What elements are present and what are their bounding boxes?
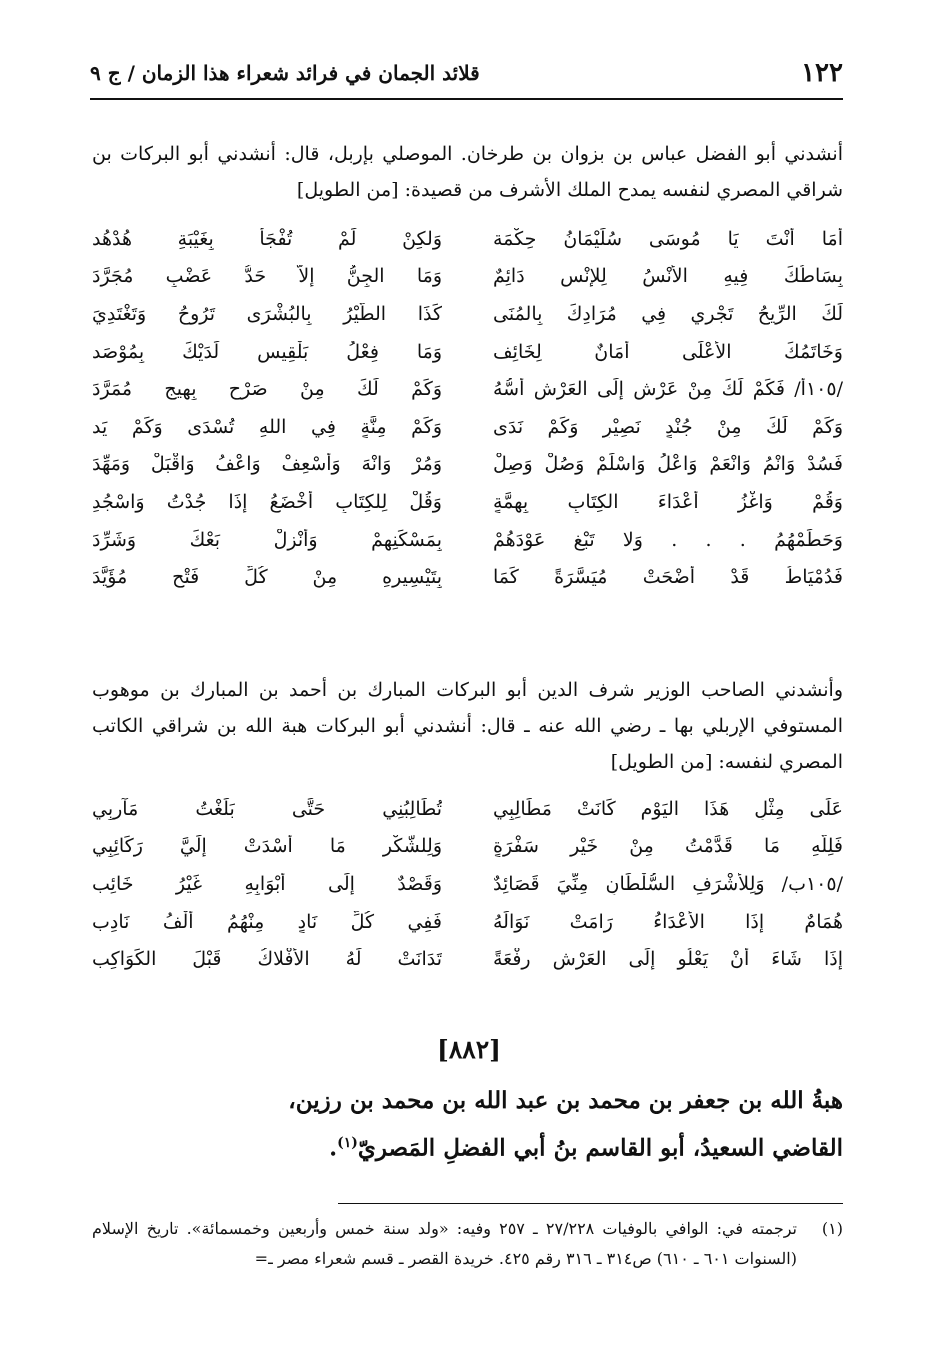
intro-paragraph: أنشدني أبو الفضل عباس بن بزوان بن طرخان. الموصلي بإربل، قال: أنشدني أبو البركات بن شراقي المصري لنفسه يمدح الملك الأشرف من قصيدة: [من الطويل]	[92, 143, 843, 201]
first-hemistich: فَلِلَّهِ مَا قَدَّمْتُ مِنْ خَيْرِ سَفْرَةٍ	[493, 835, 843, 858]
second-hemistich: وَمُرْ وَانْهَ وَأَسْعِفْ وَاعْفُ وَاقْبَلْ وَمَهِّدَ	[92, 453, 442, 476]
verse	[92, 446, 843, 484]
verse	[92, 558, 843, 596]
verse	[92, 258, 843, 296]
second-hemistich: وَمَا الجِنُّ إِلاَّ حَدُّ عَضْبٍ مُجَرَّدَ	[92, 265, 442, 288]
second-hemistich: وَمَا فِعْلُ بَلْقِيسٍ لَدَيْكَ بِمُوْصَد	[92, 340, 442, 363]
footnote-reference[interactable]: (١)	[337, 1135, 358, 1151]
entry-number: [٨٨٢]	[437, 1035, 501, 1064]
first-hemistich: فَدُمْيَاطُ قَدْ أَضْحَتْ مُيَسَّرَةً كَمَا	[493, 566, 843, 589]
poem-2	[92, 790, 843, 978]
second-hemistich: بِتَيْسِيرِهِ مِنْ كُلِّ فَتْحٍ مُؤَيَّدَ	[92, 566, 442, 589]
footnote-divider	[338, 1203, 843, 1204]
second-hemistich: وَقَصْدٌ إِلَى أَبْوَابِهِ غَيْرُ خَائِب	[92, 872, 442, 895]
first-hemistich: وَقُمْ وَاغْزُ أَعْدَاءَ الكِتَابِ بِهِمَّةٍ	[493, 490, 843, 513]
second-hemistich: كَذَا الطَّيْرُ بِالبُشْرَى تَرُوحُ وَتَغْتَدِيَ	[92, 302, 442, 325]
first-hemistich: وَحَطِّمْهُمُ . . . وَلا تَبْغِ عَوْدَهُمْ	[493, 528, 843, 551]
verse	[92, 370, 843, 408]
first-hemistich: أمَا أنْتَ يَا مُوسَى سُلَيْمَانُ حِكْمَة	[493, 227, 843, 250]
poem-1	[92, 220, 843, 596]
first-hemistich: لَكَ الرِّيحُ تَجْرِي فِي مُرَادِكَ بِالمُنَى	[493, 302, 843, 325]
verse	[92, 333, 843, 371]
biography-line-1: هبةُ الله بن جعفر بن محمد بن عبد الله بن محمد بن رزين،	[288, 1087, 843, 1114]
first-hemistich: وَخَاتَمُكَ الأَعْلَى أَمَانٌ لِخَائِف	[493, 340, 843, 363]
verse	[92, 408, 843, 446]
verse	[92, 483, 843, 521]
biography-line-2	[120, 1122, 843, 1170]
second-hemistich: وَكَمْ لَكَ مِنْ صَرْحٍ بِهِيجٍ مُمَرَّدَ	[92, 378, 442, 401]
first-hemistich: /١٠٥ب/ وَلِلأَشْرَفِ السُّلْطَانِ مِنِّيَ قَصَائِدٌ	[493, 872, 843, 895]
footnote	[92, 1214, 843, 1274]
footnote-marker: (١)	[821, 1219, 843, 1238]
biography-line-2-text: القاضي السعيدُ، أبو القاسم بنُ أبي الفضلِ المَصريّ	[357, 1134, 843, 1162]
first-hemistich: وَكَمْ لَكَ مِنْ جُنْدٍ نَصِيْرٍ وَكَمْ نَدَى	[493, 415, 843, 438]
verse	[92, 521, 843, 559]
verse	[92, 295, 843, 333]
first-hemistich: عَلَى مِثْلِ هَذَا اليَوْمِ كَانَتْ مَطَالِبِي	[493, 797, 843, 820]
first-hemistich: /١٠٥أ/ فَكَمْ لَكَ مِنْ عَرْشٍ إِلَى العَرْشِ أُسُّهُ	[493, 378, 843, 401]
second-hemistich: وَكَمْ مِنَّةٍ فِي اللهِ تُسْدَى وَكَمْ يَد	[92, 415, 442, 438]
second-hemistich: بِمَسْكَنِهِمْ وَأَنْزِلْ بَعْكَ وَشَرِّدَ	[92, 528, 442, 551]
page-header	[90, 50, 843, 96]
verse	[92, 220, 843, 258]
biography-heading	[120, 1080, 843, 1170]
second-hemistich: فَفِي كُلِّ نَادٍ مِنْهُمُ أَلْفُ نَادِب	[92, 910, 442, 933]
first-hemistich: إِذَا شَاءَ أَنْ يَعْلُو إِلَى العَرْشِ رِفْعَةً	[493, 948, 843, 971]
biography-line-2-end: .	[329, 1134, 338, 1162]
verse	[92, 790, 843, 828]
footnote-text: ترجمته في: الوافي بالوفيات ٢٧/٢٢٨ ـ ٢٥٧ وفيه: «ولد سنة خمس وأربعين وخمسمائة». تاريخ الإسلام (السنوات ٦٠١ ـ ٦١٠) ص٣١٤ ـ ٣١٦ رقم ٤٢٥. خريدة القصر ـ قسم شعراء مصر ـ=	[92, 1219, 798, 1268]
verse	[92, 940, 843, 978]
second-hemistich: وَلكِنْ لَمْ تُفْجَأْ بِغَيْبَةِ هُدْهُد	[92, 227, 442, 250]
verse	[92, 903, 843, 941]
verse	[92, 865, 843, 903]
running-title: قلائد الجمان في فرائد شعراء هذا الزمان / ج ٩	[90, 61, 480, 85]
first-hemistich: بِسَاطُكَ فِيهِ الأُنْسُ لِلإِنْسِ دَائِمٌ	[493, 265, 843, 288]
first-hemistich: هُمَامٌ إِذَا الأَعْدَاءُ رَامَتْ نَوَالَهُ	[493, 910, 843, 933]
second-paragraph: وأنشدني الصاحب الوزير شرف الدين أبو البركات المبارك بن أحمد بن المبارك بن موهوب المستوفي الإربلي بها ـ رضي الله عنه ـ قال: أنشدني أبو البركات هبة الله بن شراقي الكاتب المصري لنفسه: [من الطويل]	[92, 679, 843, 773]
first-hemistich: فَسُدْ وَانْمُ وَانْعَمْ وَاعْلُ وَاسْلَمْ وَصُلْ وَصِلْ	[493, 453, 843, 476]
second-hemistich: تُطَالِبُنِي حَتَّى بَلَغْتُ مَآرِبِي	[92, 797, 442, 820]
second-hemistich: وَلِلشُّكْرِ مَا أَسْدَتْ إِلَيَّ رَكَائِبِي	[92, 835, 442, 858]
second-hemistich: تَدَانَتْ لَهُ الأَفْلاكُ قَبْلَ الكَوَاكِب	[92, 948, 442, 971]
second-hemistich: وَقُلْ لِلكِتَابِ أَخْضَعُ إِذَا جُدْتُ وَاسْجُدِ	[92, 490, 442, 513]
verse	[92, 828, 843, 866]
page-number: ١٢٢	[801, 58, 843, 88]
header-divider	[90, 98, 843, 100]
